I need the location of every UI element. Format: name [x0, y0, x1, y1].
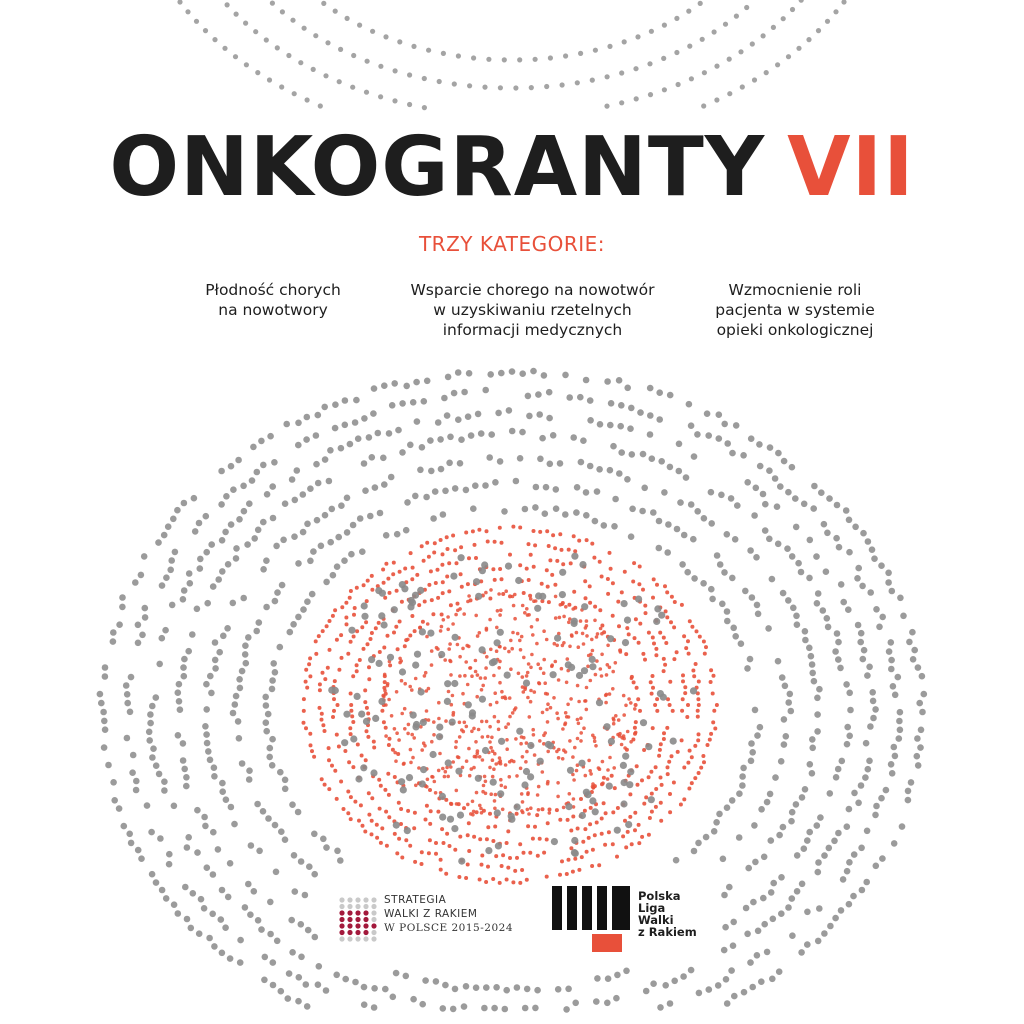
- category-line: Wzmocnienie roli: [728, 281, 862, 299]
- dot-grid-logo-icon: [338, 896, 378, 944]
- category-line: pacjenta w systemie: [715, 301, 875, 319]
- page-title: [0, 118, 1024, 218]
- strategia-line: WALKI Z RAKIEM: [384, 908, 478, 920]
- strategia-logo-text: [384, 893, 513, 935]
- category-line: na nowotwory: [218, 301, 328, 319]
- category-line: opieki onkologicznej: [716, 321, 874, 339]
- category-fertility: [168, 280, 378, 320]
- strategia-line: W POLSCE 2015-2024: [384, 922, 513, 934]
- pllr-logo: [552, 886, 702, 958]
- pllr-line: z Rakiem: [638, 925, 697, 939]
- category-line: w uzyskiwaniu rzetelnych: [433, 301, 632, 319]
- bars-logo-icon: [552, 886, 632, 954]
- pllr-line: Walki: [638, 913, 674, 927]
- category-line: informacji medycznych: [442, 321, 623, 339]
- title-numeral: VII: [787, 120, 915, 215]
- strategia-line: STRATEGIA: [384, 894, 447, 906]
- category-medical-information: [385, 280, 680, 340]
- categories-heading: TRZY KATEGORIE:: [418, 232, 606, 256]
- category-line: Płodność chorych: [205, 281, 341, 299]
- category-patient-role: [690, 280, 900, 340]
- pllr-line: Liga: [638, 901, 666, 915]
- strategia-logo: [334, 890, 534, 960]
- pllr-logo-text: [638, 890, 697, 938]
- title-text: ONKOGRANTY: [109, 120, 766, 215]
- pllr-line: Polska: [638, 889, 681, 903]
- category-line: Wsparcie chorego na nowotwór: [410, 281, 655, 299]
